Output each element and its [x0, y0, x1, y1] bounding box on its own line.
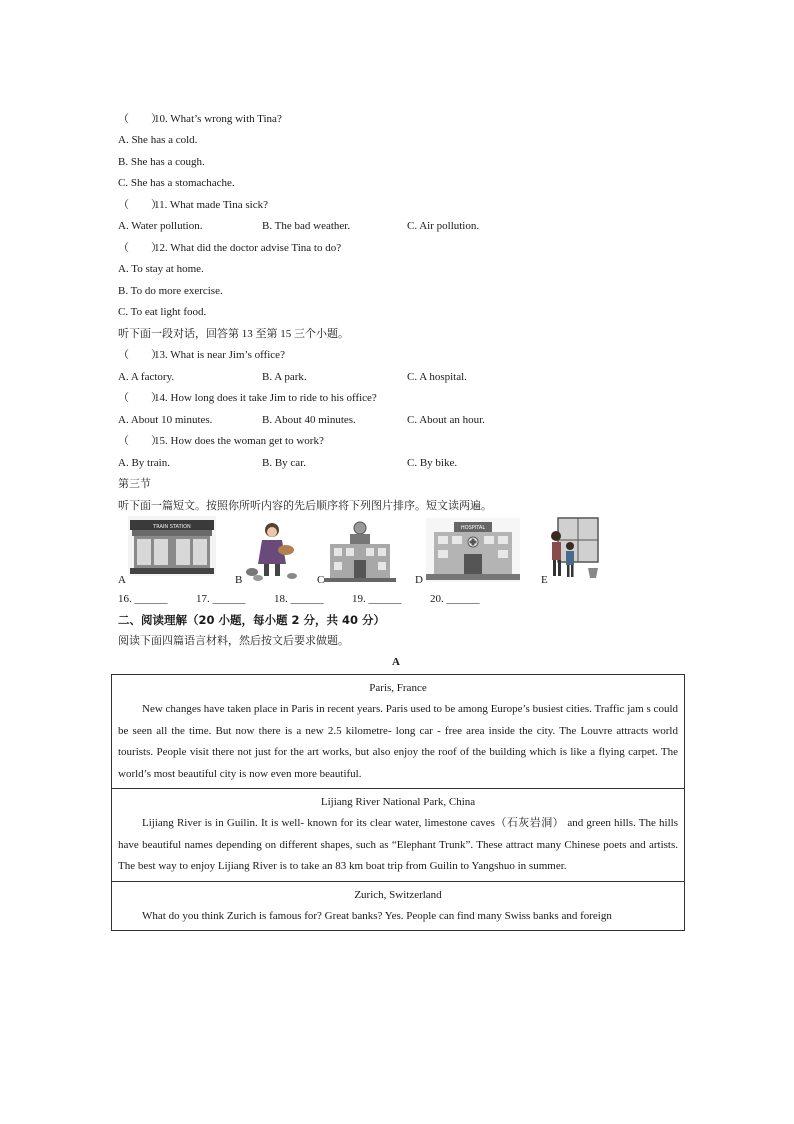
- hospital-sign: HOSPITAL: [460, 525, 486, 531]
- passage-table: [111, 674, 685, 931]
- picture-label-e: E: [541, 574, 548, 586]
- option: B. To do more exercise.: [118, 285, 223, 297]
- instruction: 听下面一段对话，回答第 13 至第 15 三个小题。: [118, 328, 349, 340]
- options-row: [118, 413, 578, 427]
- question-13: [118, 348, 285, 362]
- answer-blank[interactable]: （ ）: [118, 242, 162, 254]
- option: A. Water pollution.: [118, 220, 203, 232]
- section-heading: 第三节: [118, 478, 151, 490]
- question-15: [118, 434, 324, 448]
- option: B. A park.: [262, 371, 307, 383]
- train-station-picture: [128, 516, 216, 576]
- picture-label-b: B: [235, 574, 243, 586]
- answer-blank[interactable]: （ ）: [118, 199, 162, 211]
- options-row: [118, 219, 578, 233]
- passage-label: A: [392, 656, 400, 668]
- part-two-heading: 二、阅读理解（20 小题，每小题 2 分，共 40 分）: [118, 613, 386, 627]
- answer-blanks-row: [118, 593, 578, 609]
- answer-blank[interactable]: （ ）: [118, 113, 162, 125]
- answer-blank[interactable]: （ ）: [118, 435, 162, 447]
- answer-blank-18[interactable]: 18. ______: [274, 593, 324, 605]
- question-14: [118, 391, 377, 405]
- option: A. To stay at home.: [118, 263, 204, 275]
- table-row: [112, 882, 684, 931]
- picture-label-a: A: [118, 574, 126, 586]
- row-title: Paris, France: [369, 682, 427, 694]
- option: B. The bad weather.: [262, 220, 351, 232]
- option: B. She has a cough.: [118, 156, 205, 168]
- option: C. About an hour.: [407, 414, 485, 426]
- options-row: [118, 456, 578, 470]
- question-stem: 13. What is near Jim’s office?: [154, 349, 285, 361]
- option: C. She has a stomachache.: [118, 177, 235, 189]
- building-picture: [324, 520, 396, 584]
- table-row: [112, 789, 684, 882]
- option: C. To eat light food.: [118, 306, 207, 318]
- answer-blank-16[interactable]: 16. ______: [118, 593, 168, 605]
- answer-blank-19[interactable]: 19. ______: [352, 593, 402, 605]
- part-two-instruction: 阅读下面四篇语言材料，然后按文后要求做题。: [118, 635, 349, 647]
- row-text: Lijiang River is in Guilin. It is well- known for its clear water, limestone caves（石灰岩洞） and green hills. The hills have beautiful names depending on different shapes, such as “Elephant Trunk”. These attract many Chinese poets and artists. The best way to enjoy Lijiang River is to take an 83 km boat trip from Guilin to Yangshuo in summer.: [118, 817, 678, 872]
- option: C. Air pollution.: [407, 220, 480, 232]
- question-stem: 11. What made Tina sick?: [154, 199, 268, 211]
- station-sign: TRAIN STATION: [153, 524, 191, 530]
- question-stem: 12. What did the doctor advise Tina to do?: [154, 242, 342, 254]
- section-instruction: 听下面一篇短文。按照你所听内容的先后顺序将下列图片排序。短文读两遍。: [118, 500, 492, 512]
- row-title: Zurich, Switzerland: [354, 888, 442, 901]
- option: A. By train.: [118, 457, 170, 469]
- options-row: [118, 370, 578, 384]
- option: C. By bike.: [407, 457, 458, 469]
- row-text: New changes have taken place in Paris in recent years. Paris used to be among Europe’s busiest cities. Traffic jam s could be seen all the time. But now there is a new 2.5 kilometre- long car - free area inside the city. The Louvre attracts world tourists. People visit there not just for the art works, but also enjoy the roof of the building which is like a flying carpet. The world’s most beautiful city is now even more beautiful.: [118, 703, 678, 780]
- option: A. A factory.: [118, 371, 175, 383]
- question-11: [118, 198, 268, 212]
- hospital-picture: [426, 518, 520, 582]
- picture-label-d: D: [415, 574, 423, 586]
- question-12: [118, 241, 341, 255]
- option: A. About 10 minutes.: [118, 414, 213, 426]
- answer-blank-17[interactable]: 17. ______: [196, 593, 246, 605]
- question-stem: 14. How long does it take Jim to ride to his office?: [154, 392, 377, 404]
- question-stem: 15. How does the woman get to work?: [154, 435, 324, 447]
- table-row: [112, 675, 684, 789]
- picture-label-c: C: [317, 574, 325, 586]
- woman-feeding-chickens-picture: [242, 520, 300, 582]
- question-stem: 10. What’s wrong with Tina?: [154, 113, 282, 125]
- option: B. By car.: [262, 457, 306, 469]
- answer-blank[interactable]: （ ）: [118, 349, 162, 361]
- option: C. A hospital.: [407, 371, 467, 383]
- children-cleaning-window-picture: [544, 516, 602, 582]
- answer-blank[interactable]: （ ）: [118, 392, 162, 404]
- row-text: What do you think Zurich is famous for? Great banks? Yes. People can find many Swiss banks and foreign: [142, 909, 612, 922]
- question-10: [118, 112, 282, 126]
- picture-row: [118, 516, 608, 590]
- row-title: Lijiang River National Park, China: [320, 796, 476, 808]
- option: A. She has a cold.: [118, 134, 198, 146]
- answer-blank-20[interactable]: 20. ______: [430, 593, 480, 605]
- option: B. About 40 minutes.: [262, 414, 356, 426]
